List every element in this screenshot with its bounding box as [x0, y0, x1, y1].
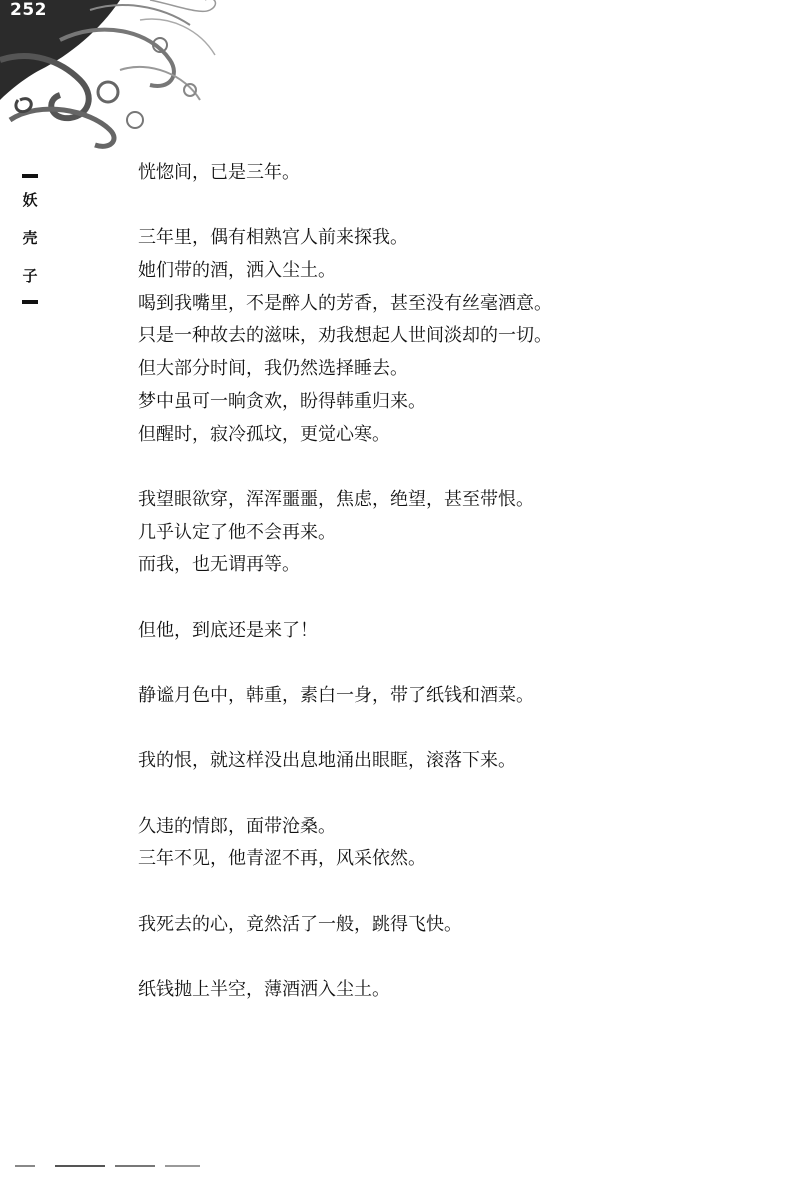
- text-line: 只是一种故去的滋味，劝我想起人世间淡却的一切。: [138, 325, 552, 347]
- title-bracket-top: [22, 174, 38, 178]
- running-title-char: 子: [22, 267, 38, 285]
- running-title-char: 妖: [22, 191, 38, 209]
- running-title: [18, 170, 42, 308]
- decorative-vine-ornament: [0, 0, 260, 150]
- text-line: 三年里，偶有相熟宫人前来探我。: [138, 227, 408, 249]
- text-line: 喝到我嘴里，不是醉人的芳香，甚至没有丝毫酒意。: [138, 292, 552, 314]
- text-line: 而我，也无谓再等。: [138, 554, 300, 576]
- page-number: 252: [10, 0, 47, 20]
- text-line: 恍惚间，已是三年。: [138, 162, 300, 183]
- text-line: 静谧月色中，韩重，素白一身，带了纸钱和酒菜。: [138, 685, 534, 706]
- text-line: 她们带的酒，洒入尘土。: [138, 260, 336, 282]
- text-line: 梦中虽可一晌贪欢，盼得韩重归来。: [138, 390, 426, 412]
- text-line: 久违的情郎，面带沧桑。: [138, 815, 336, 837]
- text-line: 但他，到底还是来了！: [138, 619, 318, 641]
- text-line: 但醒时，寂冷孤坟，更觉心寒。: [138, 423, 390, 445]
- footer-scan-rule: [15, 1165, 240, 1168]
- text-line: 几乎认定了他不会再来。: [138, 521, 336, 543]
- text-line: 但大部分时间，我仍然选择睡去。: [138, 358, 408, 380]
- body-text: [138, 157, 778, 1007]
- text-line: 我望眼欲穿，浑浑噩噩，焦虑，绝望，甚至带恨。: [138, 488, 534, 510]
- text-line: 纸钱抛上半空，薄酒洒入尘土。: [138, 979, 390, 1001]
- text-line: 三年不见，他青涩不再，风采依然。: [138, 848, 426, 870]
- text-line: 我死去的心，竟然活了一般，跳得飞快。: [138, 913, 462, 935]
- running-title-char: 壳: [22, 229, 38, 247]
- title-bracket-bottom: [22, 300, 38, 304]
- text-line: 我的恨，就这样没出息地涌出眼眶，滚落下来。: [138, 750, 516, 772]
